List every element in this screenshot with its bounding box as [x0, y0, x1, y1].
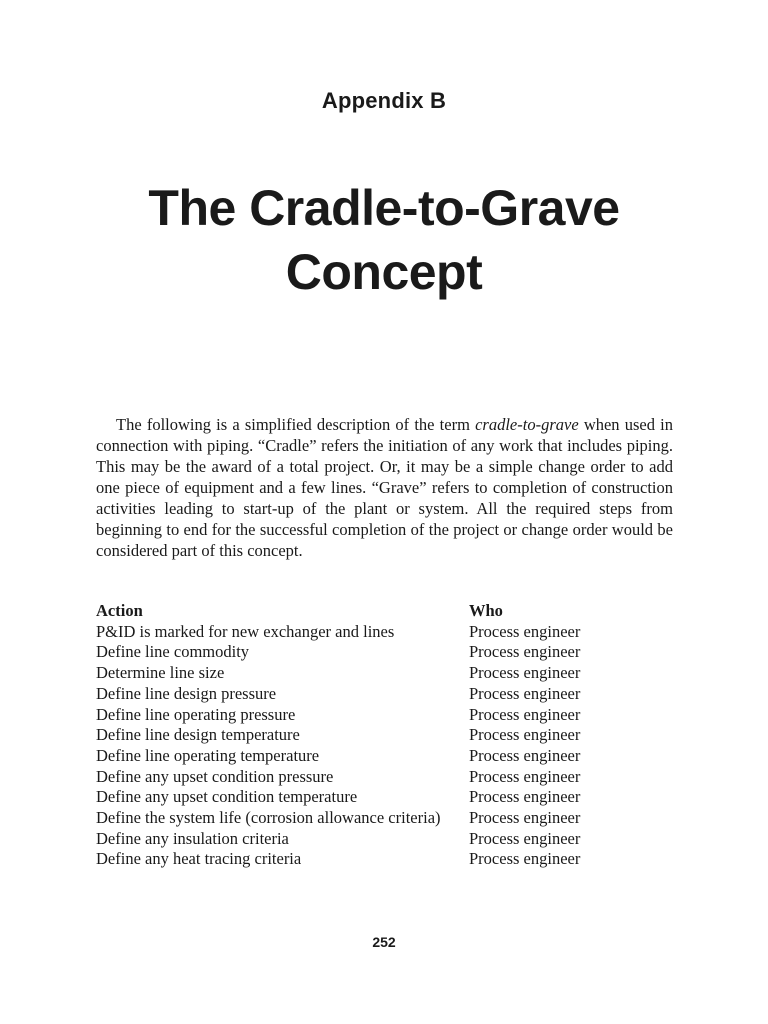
- action-text: P&ID is marked for new exchanger and lines: [96, 621, 395, 641]
- table-header-row: [96, 601, 676, 622]
- who-cell: Process engineer: [469, 683, 581, 703]
- action-cell: [96, 808, 469, 829]
- table-row: [96, 622, 676, 643]
- table-row: [96, 829, 676, 850]
- who-cell: Process engineer: [469, 849, 581, 869]
- action-who-table: [96, 601, 676, 870]
- table-row: [96, 663, 676, 684]
- action-text: Determine line size: [96, 663, 225, 683]
- action-cell: [96, 642, 469, 663]
- action-cell: [96, 663, 469, 684]
- page-number: 252: [372, 934, 396, 950]
- table-row: [96, 767, 676, 788]
- action-cell: [96, 787, 469, 808]
- who-cell: Process engineer: [469, 828, 581, 848]
- intro-term: cradle-to-grave: [475, 415, 579, 434]
- who-cell: Process engineer: [469, 621, 581, 641]
- who-cell: Process engineer: [469, 766, 581, 786]
- who-cell: Process engineer: [469, 663, 581, 683]
- who-cell: Process engineer: [469, 787, 581, 807]
- action-text: Define any upset condition temperature: [96, 787, 358, 807]
- action-cell: [96, 767, 469, 788]
- who-cell: Process engineer: [469, 745, 581, 765]
- table-row: [96, 787, 676, 808]
- table-row: [96, 705, 676, 726]
- table-row: [96, 746, 676, 767]
- chapter-title-line-1: The Cradle-to-Grave: [148, 180, 620, 236]
- who-cell: Process engineer: [469, 704, 581, 724]
- intro-text-start: The following is a simplified description of the term: [116, 415, 476, 434]
- action-cell: [96, 725, 469, 746]
- action-text: Define line operating pressure: [96, 704, 296, 724]
- appendix-label: Appendix B: [321, 88, 447, 113]
- action-cell: [96, 684, 469, 705]
- chapter-title: [0, 176, 768, 304]
- table-row: [96, 725, 676, 746]
- action-text: Define any insulation criteria: [96, 828, 289, 848]
- action-text: Define line design temperature: [96, 725, 300, 745]
- table-row: [96, 808, 676, 829]
- header-action: Action: [96, 601, 143, 620]
- responsibility-table: [96, 601, 676, 870]
- action-text: Define any upset condition pressure: [96, 766, 334, 786]
- table-row: [96, 684, 676, 705]
- who-cell: Process engineer: [469, 642, 581, 662]
- action-cell: [96, 849, 469, 870]
- table-row: [96, 642, 676, 663]
- header-who: Who: [469, 601, 503, 620]
- action-cell: [96, 829, 469, 850]
- action-cell: [96, 705, 469, 726]
- intro-paragraph: [96, 414, 673, 561]
- action-cell: [96, 746, 469, 767]
- intro-text-rest: when used in connection with piping. “Cradle” refers the initiation of any work that includes piping. This may be the award of a total project. Or, it may be a simple change order to add one piece of equipment and a few lines. “Grave” refers to completion of construction activities leading to start-up of the plant or system. All the required steps from beginning to end for the successful completion of the project or change order would be considered part of this concept.: [96, 415, 673, 560]
- action-text: Define the system life (corrosion allowance criteria): [96, 808, 441, 828]
- action-text: Define line design pressure: [96, 683, 277, 703]
- who-cell: Process engineer: [469, 725, 581, 745]
- chapter-title-line-2: Concept: [285, 244, 483, 300]
- action-cell: [96, 622, 469, 643]
- table-row: [96, 849, 676, 870]
- action-text: Define line commodity: [96, 642, 250, 662]
- who-cell: Process engineer: [469, 808, 581, 828]
- action-text: Define any heat tracing criteria: [96, 849, 302, 869]
- action-text: Define line operating temperature: [96, 745, 320, 765]
